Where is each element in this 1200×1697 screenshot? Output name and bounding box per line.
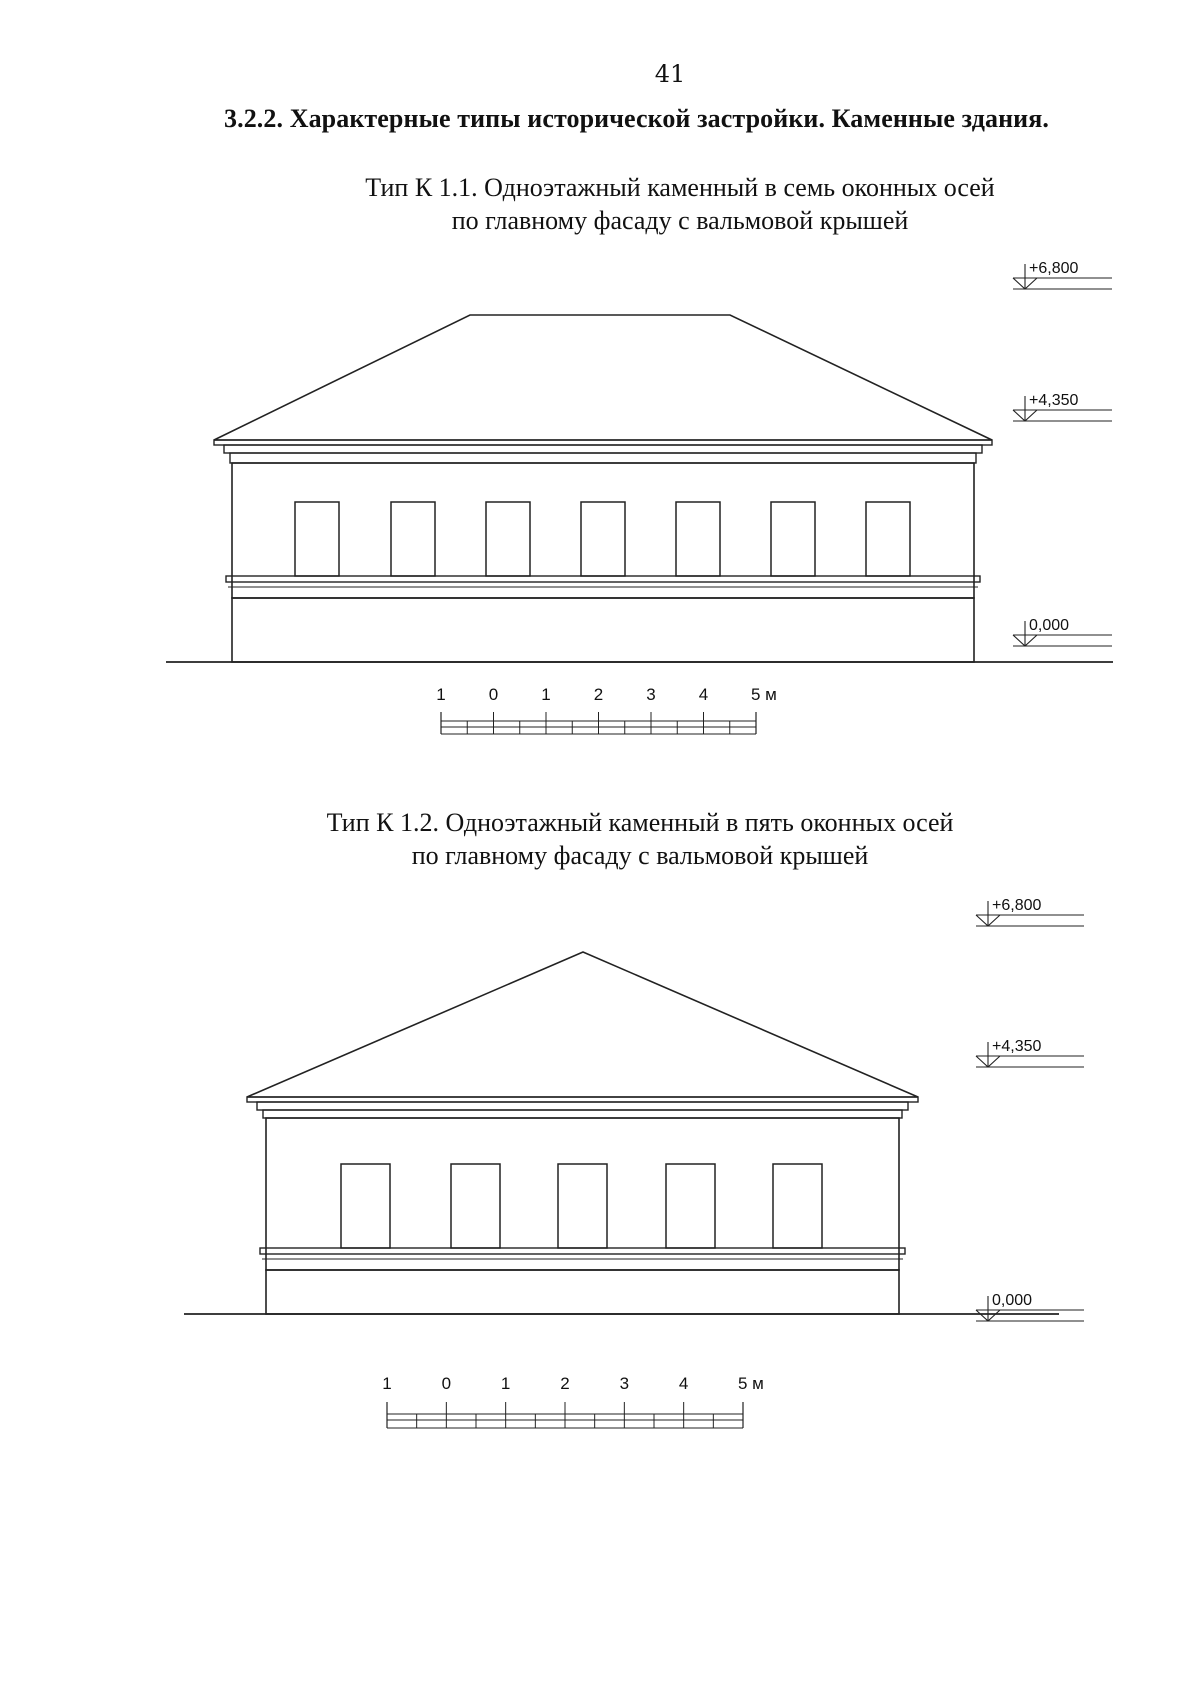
window xyxy=(676,502,720,576)
belt-course xyxy=(226,576,980,582)
scale-label: 0 xyxy=(441,1374,452,1393)
frieze xyxy=(230,453,976,463)
belt-course xyxy=(260,1248,905,1254)
scale-label: 4 xyxy=(678,1374,689,1393)
caption-line-1: Тип К 1.2. Одноэтажный каменный в пять оконных осей xyxy=(326,808,954,837)
window xyxy=(666,1164,715,1248)
scale-label: 1 xyxy=(541,685,551,704)
frieze xyxy=(263,1110,902,1118)
level-mark xyxy=(1013,392,1112,421)
caption-line-2: по главному фасаду с вальмовой крышей xyxy=(411,841,869,870)
plinth xyxy=(232,598,974,662)
scale-bar xyxy=(436,685,777,734)
roof xyxy=(214,315,992,440)
scale-label: 5 м xyxy=(738,1374,764,1393)
window xyxy=(341,1164,390,1248)
caption-line-2: по главному фасаду с вальмовой крышей xyxy=(451,206,909,235)
section-heading: 3.2.2. Характерные типы исторической застройки. Каменные здания. xyxy=(224,104,1050,133)
caption-line-1: Тип К 1.1. Одноэтажный каменный в семь оконных осей xyxy=(365,173,995,202)
window xyxy=(451,1164,500,1248)
roof xyxy=(247,952,918,1097)
scale-label: 4 xyxy=(698,685,709,704)
window xyxy=(486,502,530,576)
scale-bar xyxy=(382,1374,764,1428)
scale-label: 1 xyxy=(500,1374,511,1393)
window xyxy=(866,502,910,576)
scale-label: 1 xyxy=(436,685,446,704)
scale-label: 2 xyxy=(593,685,604,704)
level-mark xyxy=(976,897,1084,926)
scale-label: 1 xyxy=(382,1374,392,1393)
level-label: 0,000 xyxy=(992,1292,1033,1309)
scale-label: 0 xyxy=(488,685,499,704)
window xyxy=(581,502,625,576)
window xyxy=(391,502,435,576)
level-label: +4,350 xyxy=(1029,392,1079,409)
wall xyxy=(232,463,974,598)
window xyxy=(773,1164,822,1248)
scale-label: 3 xyxy=(619,1374,630,1393)
level-mark xyxy=(1013,260,1112,289)
level-label: +6,800 xyxy=(992,897,1042,914)
facade-drawing-2 xyxy=(184,897,1084,1428)
level-label: +4,350 xyxy=(992,1038,1042,1055)
scale-label: 2 xyxy=(560,1374,570,1393)
level-label: +6,800 xyxy=(1029,260,1079,277)
facade-drawing-1 xyxy=(166,260,1113,734)
level-label: 0,000 xyxy=(1029,617,1070,634)
page-number: 41 xyxy=(654,60,686,88)
level-mark xyxy=(976,1292,1084,1321)
scale-label: 5 м xyxy=(751,685,777,704)
level-mark xyxy=(976,1038,1084,1067)
plinth xyxy=(266,1270,899,1314)
level-mark xyxy=(1013,617,1112,646)
scale-label: 3 xyxy=(646,685,656,704)
cornice-band xyxy=(224,445,982,453)
window xyxy=(771,502,815,576)
wall xyxy=(266,1118,899,1270)
window xyxy=(295,502,339,576)
window xyxy=(558,1164,607,1248)
cornice-band xyxy=(257,1102,908,1110)
